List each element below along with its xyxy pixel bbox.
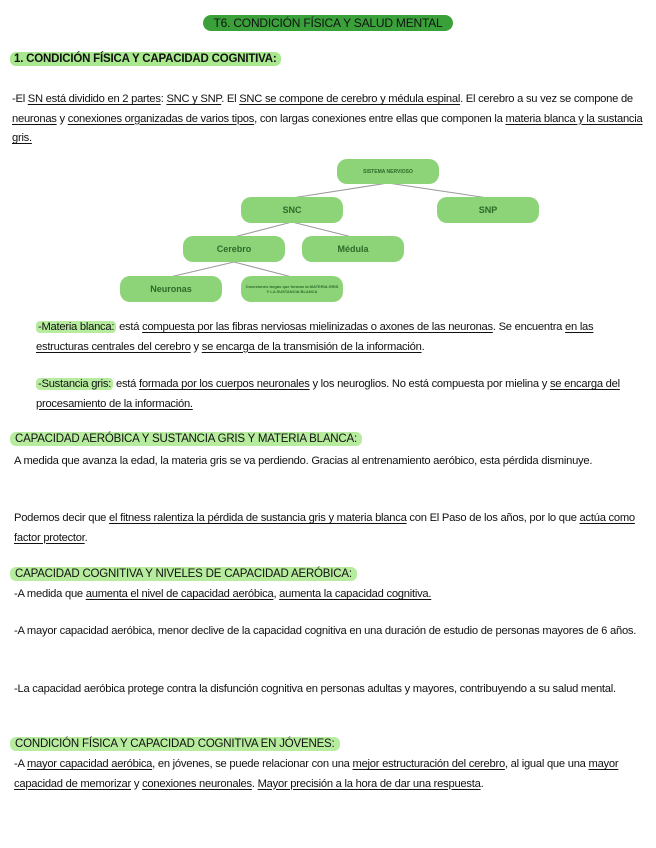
sustancia-gris-label: -Sustancia gris: — [38, 378, 112, 390]
section1-heading: 1. CONDICIÓN FÍSICA Y CAPACIDAD COGNITIVA: — [10, 52, 281, 66]
diagram-connectors — [0, 0, 656, 320]
node-conexiones: Conexiones largas que forman la MATERIA GRIS Y LA SUSTANCIA BLANCA — [241, 276, 343, 302]
section3-paragraph-3: -La capacidad aeróbica protege contra la disfunción cognitiva en personas adultas y mayores, contribuyendo a su salud mental. — [14, 683, 616, 695]
sustancia-gris-paragraph: -Sustancia gris: está formada por los cuerpos neuronales y los neuroglios. No está compuesta por mielina y se encarga del procesamiento de la información. — [36, 378, 620, 410]
node-medula: Médula — [302, 236, 404, 262]
section3-paragraph-1: -A medida que aumenta el nivel de capacidad aeróbica, aumenta la capacidad cognitiva. — [14, 588, 432, 600]
section2-paragraph-2: Podemos decir que el fitness ralentiza la pérdida de sustancia gris y materia blanca con El Paso de los años, por lo que actúa como factor protector. — [14, 512, 635, 544]
page-title: T6. CONDICIÓN FÍSICA Y SALUD MENTAL — [203, 15, 452, 31]
section1-paragraph: -El SN está dividido en 2 partes: SNC y SNP. El SNC se compone de cerebro y médula espinal. El cerebro a su vez se compone de neuronas y conexiones organizadas de varios tipos, con largas conexiones entre ellas que componen la materia blanca y la sustancia gris. — [12, 93, 643, 144]
node-cerebro: Cerebro — [183, 236, 285, 262]
node-sistema-nervioso: SISTEMA NERVIOSO — [337, 159, 439, 184]
section3-heading: CAPACIDAD COGNITIVA Y NIVELES DE CAPACIDAD AERÓBICA: — [10, 567, 357, 581]
materia-blanca-paragraph: -Materia blanca: está compuesta por las fibras nerviosas mielinizadas o axones de las neuronas. Se encuentra en las estructuras centrales del cerebro y se encarga de la transmisión de la información. — [36, 321, 594, 353]
section2-heading: CAPACIDAD AERÓBICA Y SUSTANCIA GRIS Y MATERIA BLANCA: — [10, 432, 362, 446]
section3-paragraph-2: -A mayor capacidad aeróbica, menor declive de la capacidad cognitiva en una duración de estudio de personas mayores de 6 años. — [14, 625, 637, 637]
section4-heading: CONDICIÓN FÍSICA Y CAPACIDAD COGNITIVA EN JÓVENES: — [10, 737, 340, 751]
section4-paragraph: -A mayor capacidad aeróbica, en jóvenes, se puede relacionar con una mejor estructuración del cerebro, al igual que una mayor capacidad de memorizar y conexiones neuronales. Mayor precisión a la hora de dar una respuesta. — [14, 758, 619, 790]
node-snp: SNP — [437, 197, 539, 223]
node-snc: SNC — [241, 197, 343, 223]
node-neuronas: Neuronas — [120, 276, 222, 302]
section2-paragraph-1: A medida que avanza la edad, la materia gris se va perdiendo. Gracias al entrenamiento aeróbico, esta pérdida disminuye. — [14, 455, 593, 467]
materia-blanca-label: -Materia blanca: — [38, 321, 115, 333]
